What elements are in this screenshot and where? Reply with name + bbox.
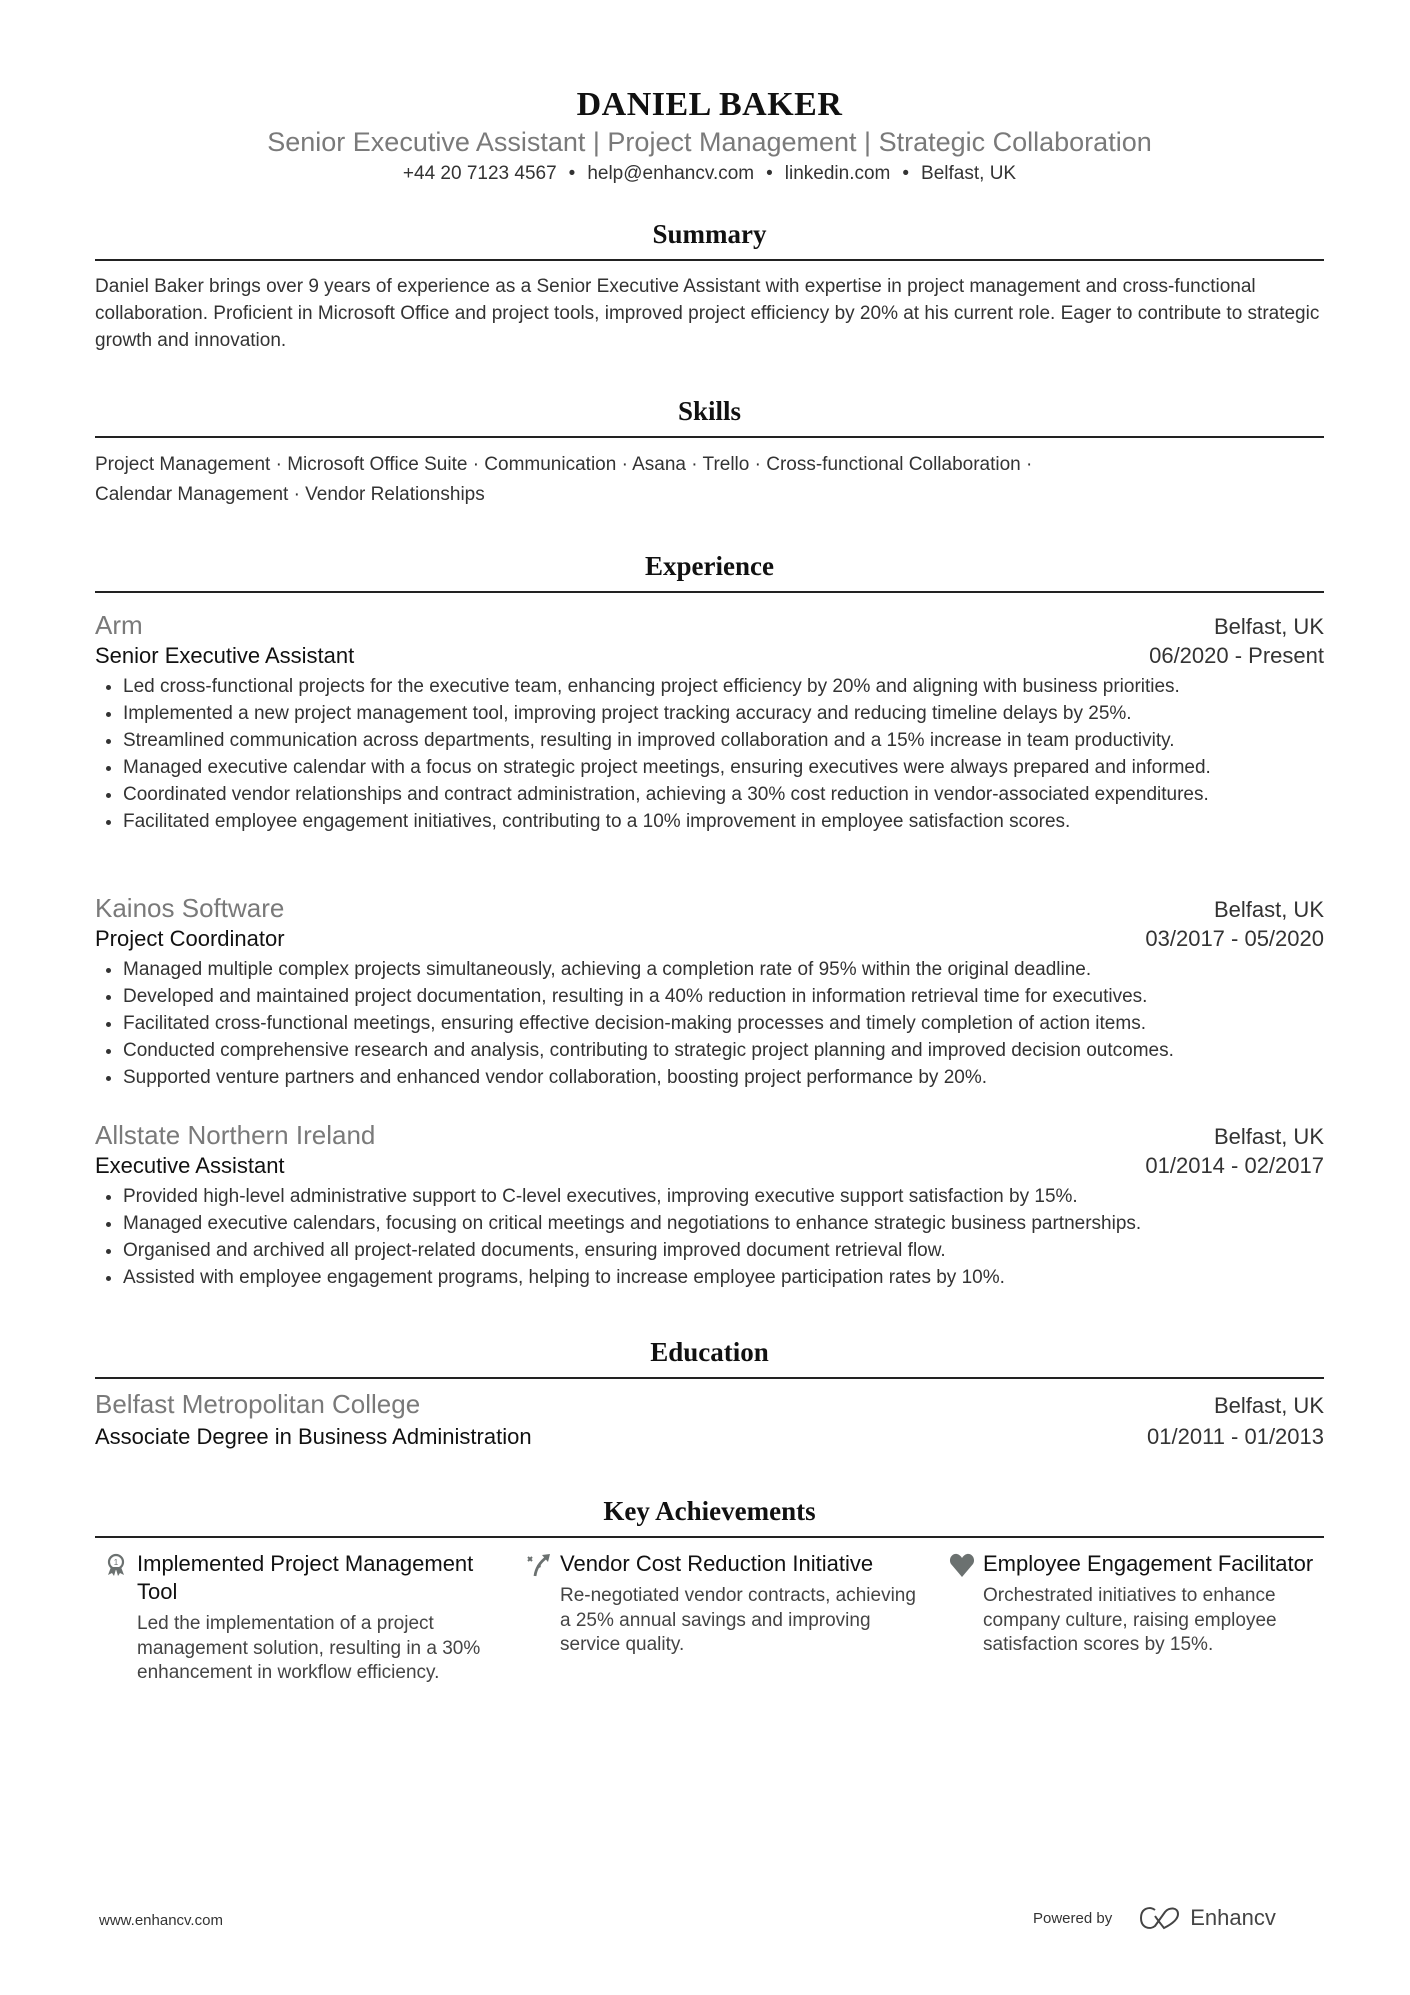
section-title: Key Achievements (95, 1496, 1324, 1538)
job-title: Senior Executive Assistant (95, 643, 355, 668)
job-title: Executive Assistant (95, 1153, 285, 1178)
heart-icon (949, 1552, 975, 1578)
job-bullet: • Conducted comprehensive research and analysis, contributing to strategic project planning and improved decision outcomes. (123, 1037, 1324, 1064)
job-bullet: • Managed executive calendars, focusing on critical meetings and negotiations to enhance strategic business partnerships. (123, 1210, 1324, 1237)
education-section (95, 1337, 1324, 1450)
degree: Associate Degree in Business Administration (95, 1424, 532, 1449)
school-location: Belfast, UK (1213, 1393, 1324, 1418)
job-bullet: • Organised and archived all project-related documents, ensuring improved document retrieval flow. (123, 1237, 1324, 1264)
achievement-item (560, 1550, 920, 1658)
location: Belfast, UK (921, 163, 1017, 184)
summary-section (95, 219, 1324, 354)
achievement-item (983, 1550, 1343, 1658)
job-location: Belfast, UK (1213, 897, 1324, 922)
job-location: Belfast, UK (1213, 1124, 1324, 1149)
job-bullet: • Supported venture partners and enhanced vendor collaboration, boosting project performance by 20%. (123, 1064, 1324, 1091)
company-name: Arm (95, 610, 143, 640)
candidate-name: DANIEL BAKER (576, 86, 843, 123)
job-bullets (95, 673, 1324, 835)
job-bullet: • Assisted with employee engagement programs, helping to increase employee participation rates by 10%. (123, 1264, 1324, 1291)
svg-text:1: 1 (113, 1558, 119, 1567)
footer-website[interactable]: www.enhancv.com (99, 1912, 223, 1929)
section-title: Experience (95, 551, 1324, 593)
achievements-section (95, 1496, 1324, 1538)
job-dates: 06/2020 - Present (1149, 643, 1324, 668)
job-bullet: • Facilitated cross-functional meetings, ensuring effective decision-making processes and timely completion of action items. (123, 1010, 1324, 1037)
headline: Senior Executive Assistant | Project Management | Strategic Collaboration (267, 127, 1152, 157)
award-ribbon-icon (103, 1552, 129, 1578)
job-bullets (95, 1183, 1324, 1291)
skills-section (95, 396, 1324, 510)
company-name: Kainos Software (95, 893, 285, 923)
job-bullet: • Led cross-functional projects for the executive team, enhancing project efficiency by 20% and aligning with business priorities. (123, 673, 1324, 700)
job-bullet: • Developed and maintained project documentation, resulting in a 40% reduction in information retrieval time for executives. (123, 983, 1324, 1010)
footer-branding (1033, 1905, 1276, 1931)
achievement-title: Vendor Cost Reduction Initiative (560, 1551, 874, 1576)
contact-info: +44 20 7123 4567 • help@enhancv.com • linkedin.com • Belfast, UK (402, 163, 1017, 184)
linkedin[interactable]: linkedin.com (784, 163, 891, 184)
brand-name: Enhancv (1190, 1905, 1276, 1930)
school-name: Belfast Metropolitan College (95, 1389, 421, 1419)
summary-text: Daniel Baker brings over 9 years of experience as a Senior Executive Assistant with expertise in project management and cross-functional collaboration. Proficient in Microsoft Office and project tools, improved project efficiency by 20% at his current role. Eager to contribute to strategic growth and innovation. (95, 276, 1320, 351)
job-entry (95, 893, 1324, 1091)
achievement-desc: Re-negotiated vendor contracts, achieving a 25% annual savings and improving service quality. (560, 1585, 916, 1655)
job-location: Belfast, UK (1213, 614, 1324, 639)
job-bullet: • Streamlined communication across departments, resulting in improved collaboration and a 15% increase in team productivity. (123, 727, 1324, 754)
job-entry (95, 610, 1324, 835)
achievement-title: Employee Engagement Facilitator (983, 1551, 1314, 1576)
education-dates: 01/2011 - 01/2013 (1147, 1424, 1324, 1449)
job-bullet: • Coordinated vendor relationships and contract administration, achieving a 30% cost reduction in vendor-associated expenditures. (123, 781, 1324, 808)
job-bullet: • Managed multiple complex projects simultaneously, achieving a completion rate of 95% within the original deadline. (123, 956, 1324, 983)
growth-arrow-icon (526, 1552, 552, 1578)
skills-line: Project Management · Microsoft Office Suite · Communication · Asana · Trello · Cross-functional Collaboration · (95, 454, 1033, 475)
powered-by-label: Powered by (1033, 1909, 1113, 1927)
job-bullet: • Facilitated employee engagement initiatives, contributing to a 10% improvement in employee satisfaction scores. (123, 808, 1324, 835)
job-title: Project Coordinator (95, 926, 285, 951)
job-dates: 03/2017 - 05/2020 (1145, 926, 1324, 951)
section-title: Education (95, 1337, 1324, 1379)
phone[interactable]: +44 20 7123 4567 (402, 163, 557, 184)
company-name: Allstate Northern Ireland (95, 1120, 376, 1150)
email[interactable]: help@enhancv.com (587, 163, 755, 184)
job-dates: 01/2014 - 02/2017 (1145, 1153, 1324, 1178)
section-title: Skills (95, 396, 1324, 438)
achievement-desc: Orchestrated initiatives to enhance company culture, raising employee satisfaction scores by 15%. (983, 1585, 1277, 1655)
job-bullet: • Managed executive calendar with a focus on strategic project meetings, ensuring executives were always prepared and informed. (123, 754, 1324, 781)
job-bullet: • Provided high-level administrative support to C-level executives, improving executive support satisfaction by 15%. (123, 1183, 1324, 1210)
skills-line: Calendar Management · Vendor Relationships (95, 484, 485, 505)
enhancv-logo-icon (1138, 1905, 1184, 1931)
job-entry (95, 1120, 1324, 1291)
section-title: Summary (95, 219, 1324, 261)
achievement-item (113, 1550, 497, 1686)
job-bullet: • Implemented a new project management tool, improving project tracking accuracy and reducing timeline delays by 25%. (123, 700, 1324, 727)
achievement-title: Implemented Project Management Tool (137, 1551, 474, 1604)
achievement-desc: Led the implementation of a project management solution, resulting in a 30% enhancement in workflow efficiency. (137, 1613, 481, 1683)
job-bullets (95, 956, 1324, 1091)
experience-section (95, 551, 1324, 593)
